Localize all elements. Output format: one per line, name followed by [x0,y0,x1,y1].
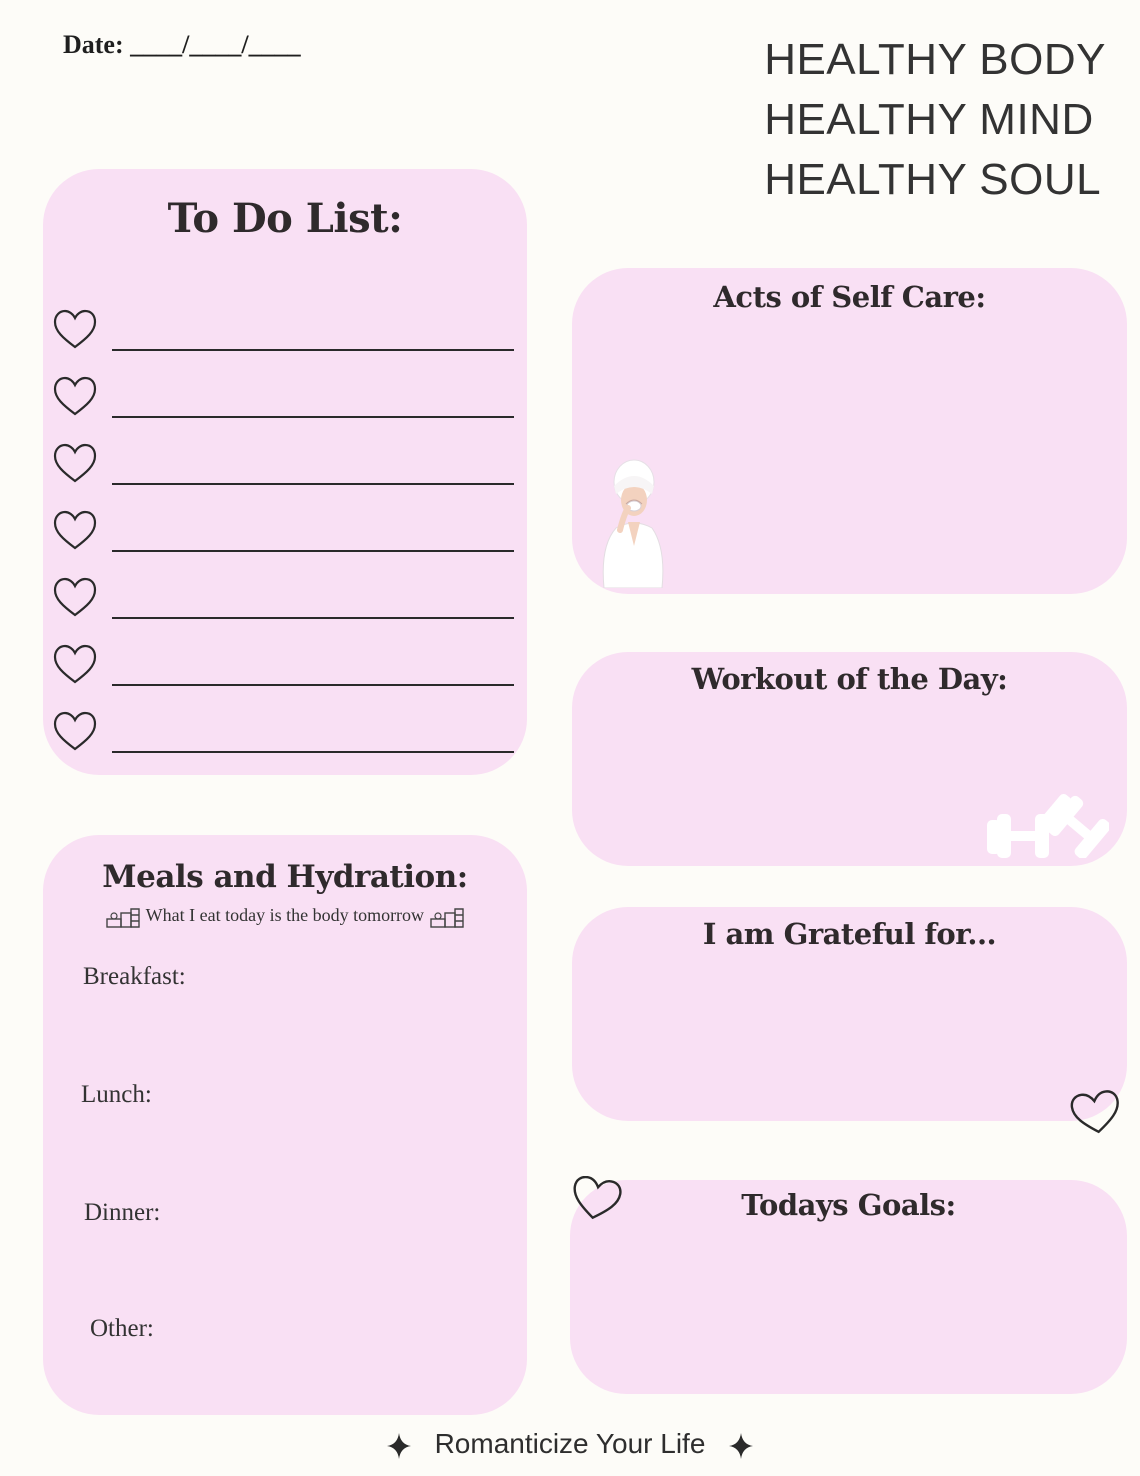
heart-outline-icon [53,644,97,684]
mantra-line-body: HEALTHY BODY [764,35,1106,84]
workout-title: Workout of the Day: [691,662,1008,696]
todo-row[interactable] [43,510,527,560]
todo-row[interactable] [43,711,527,761]
goals-title: Todays Goals: [741,1188,956,1222]
workout-card [572,652,1127,866]
heart-outline-icon [53,510,97,550]
todo-row[interactable] [43,644,527,694]
mantra-line-mind: HEALTHY MIND [764,95,1094,144]
meal-label-other: Other: [90,1315,154,1342]
todo-write-line[interactable] [112,349,514,351]
grateful-title: I am Grateful for... [702,917,997,951]
todo-row[interactable] [43,443,527,493]
meal-label-lunch: Lunch: [81,1081,152,1108]
todo-row[interactable] [43,376,527,426]
meals-card [43,835,527,1415]
heart-outline-icon [570,1176,622,1222]
todo-card [43,169,527,775]
grateful-card [572,907,1127,1121]
sparkle-icon [729,1433,753,1459]
meal-label-dinner: Dinner: [84,1199,161,1226]
todo-write-line[interactable] [112,617,514,619]
groceries-icon [429,905,465,929]
todo-row[interactable] [43,577,527,627]
meals-title: Meals and Hydration: [102,859,468,895]
groceries-icon [105,905,141,929]
todo-write-line[interactable] [112,550,514,552]
heart-outline-icon [53,711,97,751]
meals-subtitle-text: What I eat today is the body tomorrow [145,905,425,926]
todo-write-line[interactable] [112,483,514,485]
heart-outline-icon [53,309,97,349]
todo-write-line[interactable] [112,684,514,686]
heart-outline-icon [53,376,97,416]
mantra-heading [764,30,1106,210]
goals-card [570,1180,1127,1394]
woman-in-robe-illustration [590,456,672,588]
self-care-card [572,268,1127,594]
todo-title: To Do List: [167,195,403,242]
sparkle-icon [387,1433,411,1459]
date-field-label: Date: ____/____/____ [63,30,301,59]
heart-outline-icon [1070,1090,1122,1136]
todo-write-line[interactable] [112,416,514,418]
footer-tagline [0,1428,1140,1460]
meal-label-breakfast: Breakfast: [83,963,186,990]
heart-outline-icon [53,577,97,617]
mantra-line-soul: HEALTHY SOUL [764,155,1102,204]
heart-outline-icon [53,443,97,483]
todo-row[interactable] [43,309,527,359]
dumbbell-icon [985,784,1109,858]
footer-text: Romanticize Your Life [434,1428,706,1459]
self-care-title: Acts of Self Care: [713,280,986,314]
todo-write-line[interactable] [112,751,514,753]
meals-subtitle [43,905,527,929]
